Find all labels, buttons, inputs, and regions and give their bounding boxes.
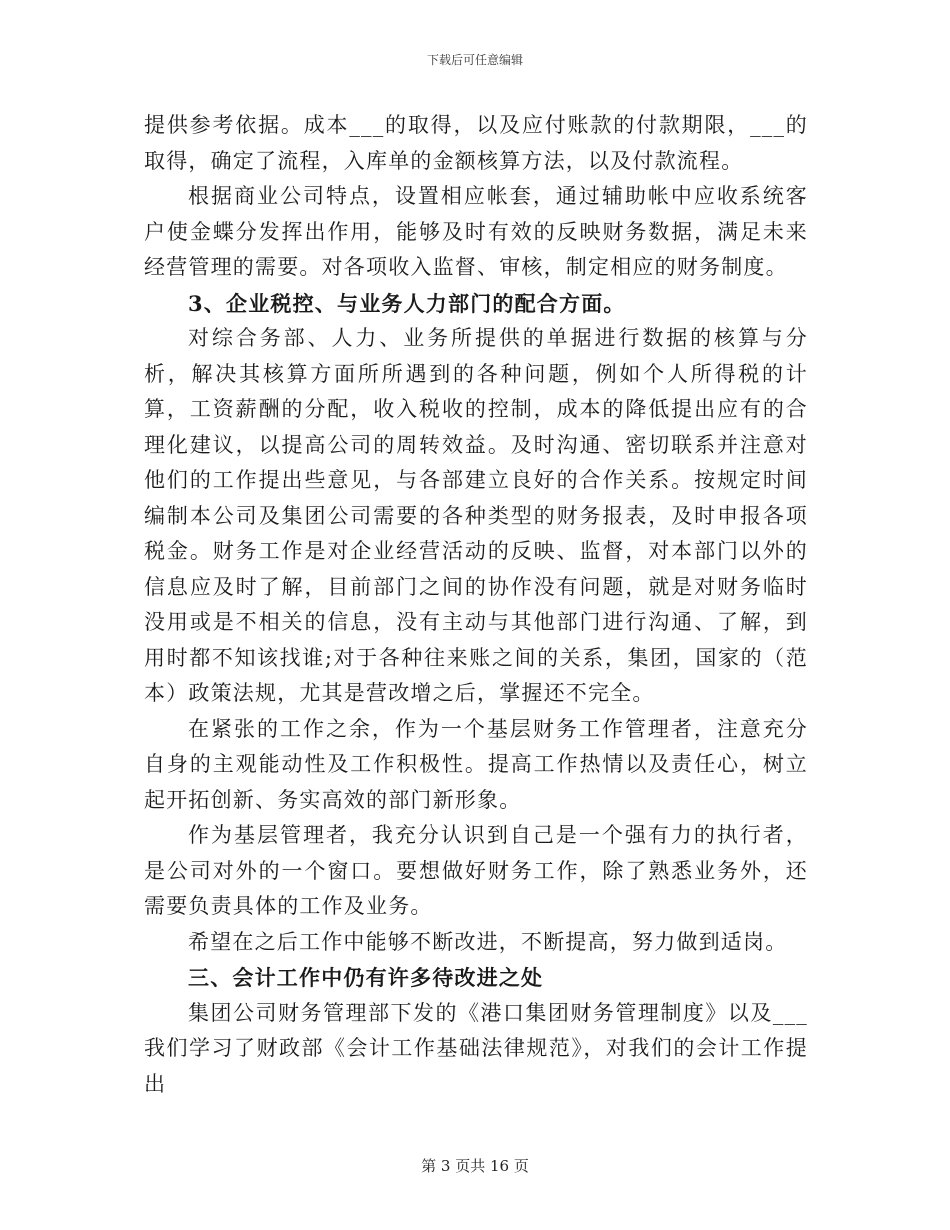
- paragraph-5: 作为基层管理者，我充分认识到自己是一个强有力的执行者，是公司对外的一个窗口。要想做好财务工作，除了熟悉业务外，还需要负责具体的工作及业务。: [144, 823, 808, 918]
- paragraph-6: 希望在之后工作中能够不断改进，不断提高，努力做到适岗。: [188, 929, 788, 954]
- paragraph-2: 根据商业公司特点，设置相应帐套，通过辅助帐中应收系统客户使金蝶分发挥出作用，能够及时有效的反映财务数据，满足未来经营管理的需要。对各项收入监督、审核，制定相应的财务制度。: [144, 184, 808, 279]
- paragraph-4: 在紧张的工作之余，作为一个基层财务工作管理者，注意充分自身的主观能动性及工作积极性。提高工作热情以及责任心，树立起开拓创新、务实高效的部门新形象。: [144, 716, 808, 812]
- paragraph-7: 集团公司财务管理部下发的《港口集团财务管理制度》以及___我们学习了财政部《会计工作基础法律规范》，对我们的会计工作提出: [144, 1000, 808, 1096]
- section-heading-3: 3、企业税控、与业务人力部门的配合方面。: [188, 290, 626, 316]
- paragraph-3: 对综合务部、人力、业务所提供的单据进行数据的核算与分析，解决其核算方面所所遇到的各种问题，例如个人所得税的计算，工资薪酬的分配，收入税收的控制，成本的降低提出应有的合理化建议，以提高公司的周转效益。及时沟通、密切联系并注意对他们的工作提出些意见，与各部建立良好的合作关系。按规定时间编制本公司及集团公司需要的各种类型的财务报表，及时申报各项税金。财务工作是对企业经营活动的反映、监督，对本部门以外的信息应及时了解，目前部门之间的协作没有问题，就是对财务临时没用或是不相关的信息，没有主动与其他部门进行沟通、了解，到用时都不知该找谁;对于各种往来账之间的关系，集团，国家的（范本）政策法规，尤其是营改增之后，掌握还不完全。: [144, 326, 808, 705]
- paragraph-1: 提供参考依据。成本___的取得，以及应付账款的付款期限，___的取得，确定了流程，入库单的金额核算方法，以及付款流程。: [144, 113, 808, 173]
- page-header: 下载后可任意编辑: [426, 53, 523, 67]
- document-body: [144, 108, 808, 1102]
- section-heading-san: 三、会计工作中仍有许多待改进之处: [188, 965, 544, 990]
- page-footer: 第 3 页共 16 页: [421, 1157, 529, 1175]
